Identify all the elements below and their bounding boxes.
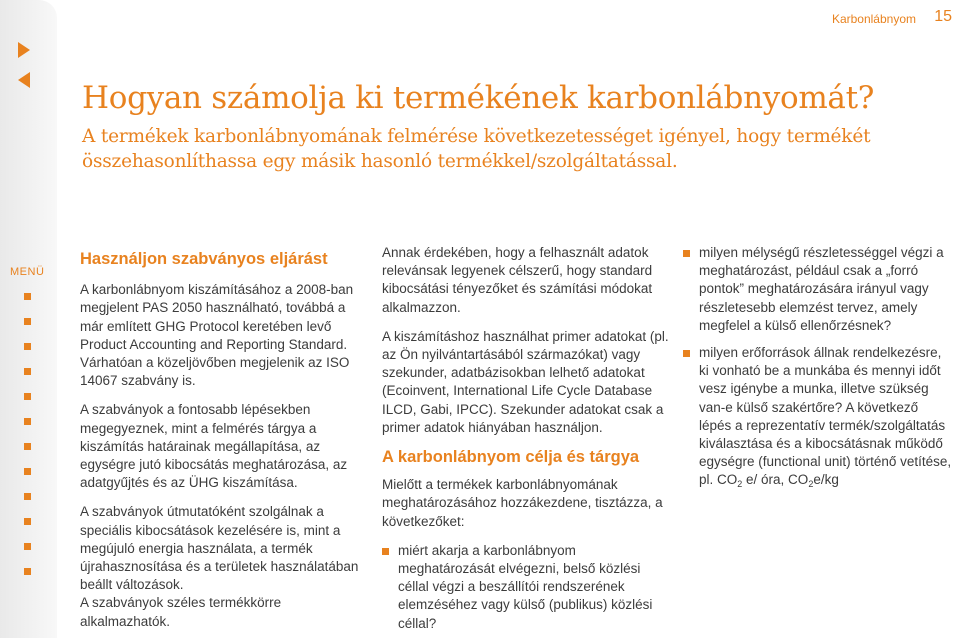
menu-square-icon[interactable] (24, 318, 31, 325)
list-item (683, 344, 953, 490)
page-subtitle: A termékek karbonlábnyomának felmérése következetességet igényel, hogy termékét összehasonlíthassa egy másik hasonló termékkel/szolgáltatással. (82, 126, 871, 172)
menu-square-icon[interactable] (24, 343, 31, 350)
menu-square-icon[interactable] (24, 368, 31, 375)
arrow-left-icon[interactable] (18, 72, 30, 88)
subscript: 2 (808, 479, 814, 490)
paragraph: A szabványok széles termékkörre alkalmazhatók. (80, 595, 282, 629)
menu-square-icon[interactable] (24, 293, 31, 300)
list-item-text: milyen erőforrások állnak rendelkezésre, ki vonható be a munkába és mennyi időt vesz igénybe a munka, illetve szükség van-e külső szakértőre? A következő lépés a reprezentatív termék/szolgáltatás kiválasztása és a kibocsátásnak működő egységre (functional unit) történő vetítése, pl. CO (699, 345, 952, 488)
column-3 (683, 244, 953, 499)
sidebar (0, 0, 57, 638)
list-item-text: e/kg (813, 472, 839, 488)
arrow-right-icon[interactable] (18, 42, 30, 58)
paragraph: Annak érdekében, hogy a felhasznált adatok relevánsak legyenek célszerű, hogy standard kibocsátási tényezőket és számítási módokat alkalmazzon. (382, 245, 653, 315)
menu-square-icon[interactable] (24, 468, 31, 475)
section-name: Karbonlábnyom (831, 12, 916, 26)
menu-square-icon[interactable] (24, 418, 31, 425)
paragraph: A kiszámításhoz használhat primer adatokat (pl. az Ön nyilvántartásából származókat) vagy szekunder, adatbázisokban lelhető adatokat (Ecoinvent, International Life Cycle Database ILCD, Gabi, IPCC). Szekunder adatokat csak a primer adatok hiányában használjon. (382, 328, 669, 435)
subscript: 2 (737, 479, 743, 490)
bullet-list (382, 542, 672, 633)
menu-square-icon[interactable] (24, 543, 31, 550)
menu-square-icon[interactable] (24, 568, 31, 575)
menu-square-icon[interactable] (24, 518, 31, 525)
column-1 (80, 250, 360, 642)
page-number: 15 (934, 8, 952, 25)
paragraph: A karbonlábnyom kiszámításához a 2008-ban megjelent PAS 2050 használható, továbbá a már említett GHG Protocol keretében levő Product Accounting and Reporting Standard. Várhatóan a közeljövőben megjelenik az ISO 14067 szabvány is. (80, 282, 354, 389)
column-2-heading: A karbonlábnyom célja és tárgya (382, 448, 640, 467)
paragraph: A szabványok útmutatóként szolgálnak a speciális kibocsátások kezelésére is, mint a megújuló energia használata, a termék újrahasznosítása és a területek használatában beállt változások. (80, 504, 359, 593)
column-2 (382, 244, 672, 642)
paragraph: A szabványok a fontosabb lépésekben megegyeznek, mint a felmérés tárgya a kiszámítás határainak megállapítása, az egységre jutó kibocsátás meghatározása, az adatgyűjtés és az ÜHG kiszámítása. (80, 402, 348, 491)
list-item: milyen mélységű részletességgel végzi a meghatározást, például csak a „forró pontok” meghatározására irányul vagy részletesebb elemzést tervez, amely megfelel a külső ellenőrzésnek? (683, 244, 953, 335)
page-title: Hogyan számolja ki termékének karbonlábnyomát? (82, 80, 875, 116)
menu-square-icon[interactable] (24, 443, 31, 450)
menu-square-icon[interactable] (24, 493, 31, 500)
list-item: miért akarja a karbonlábnyom meghatározását elvégezni, belső közlési céllal végzi a beszállítói rendszerének elemzéséhez vagy külső (publikus) közlési céllal? (382, 542, 672, 633)
menu-square-icon[interactable] (24, 393, 31, 400)
menu-label[interactable]: MENÜ (10, 266, 45, 278)
list-item-text: e/ óra, CO (742, 472, 809, 488)
bullet-list (683, 244, 953, 490)
paragraph: Mielőtt a termékek karbonlábnyomának meghatározásához hozzákezdene, tisztázza, a következőket: (382, 477, 663, 529)
column-1-heading: Használjon szabványos eljárást (80, 250, 328, 268)
